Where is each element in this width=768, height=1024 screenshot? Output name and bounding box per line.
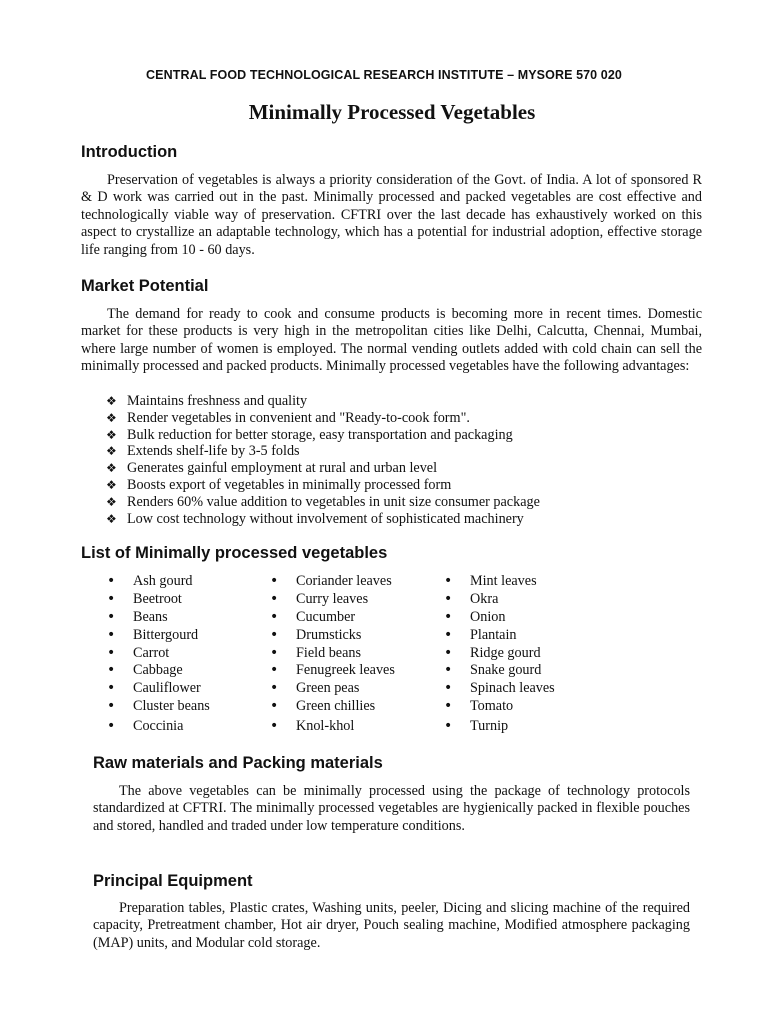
diamond-bullet-icon: ❖ [106, 494, 117, 509]
vegetable-name: Drumsticks [296, 626, 362, 643]
vegetable-name: Spinach leaves [470, 680, 555, 697]
equipment-paragraph [93, 900, 690, 952]
bullet-icon: • [444, 644, 453, 661]
advantages-list [106, 393, 706, 527]
vegetable-item [107, 627, 210, 645]
institute-header: CENTRAL FOOD TECHNOLOGICAL RESEARCH INSTITUTE – MYSORE 570 020 [146, 68, 622, 82]
bullet-icon: • [270, 644, 279, 661]
vegetable-item [107, 609, 210, 627]
bullet-icon: • [444, 662, 453, 679]
bullet-icon: • [444, 698, 453, 715]
bullet-icon: • [107, 680, 116, 697]
raw-materials-text: The above vegetables can be minimally processed using the package of technology protocols standardized at CFTRI. The minimally processed vegetables are hygienically packed in flexible pouches and stored, handled and traded under low temperature conditions. [93, 783, 690, 834]
bullet-icon: • [107, 698, 116, 715]
vegetable-item [444, 698, 555, 716]
vegetable-item [270, 609, 395, 627]
bullet-icon: • [444, 680, 453, 697]
raw-materials-paragraph [93, 783, 690, 835]
diamond-bullet-icon: ❖ [106, 427, 117, 442]
vegetable-item [444, 591, 555, 609]
advantage-item [106, 460, 706, 477]
vegetable-name: Cucumber [296, 608, 356, 625]
bullet-icon: • [444, 718, 453, 735]
introduction-paragraph [81, 172, 702, 259]
vegetable-column-1 [107, 573, 210, 736]
vegetable-item [270, 698, 395, 716]
vegetable-name: Field beans [296, 644, 362, 661]
diamond-bullet-icon: ❖ [106, 410, 117, 425]
bullet-icon: • [270, 626, 279, 643]
vegetable-name: Coriander leaves [296, 573, 392, 589]
advantage-item [106, 427, 706, 444]
vegetable-item [444, 573, 555, 591]
vegetable-name: Tomato [470, 698, 514, 715]
bullet-icon: • [444, 590, 453, 607]
market-potential-text: The demand for ready to cook and consume products is becoming more in recent times. Domestic market for these products is very high in the metropolitan cities like Delhi, Calcutta, Chennai, Mumbai, where large number of women is employed. The normal vending outlets added with cold chain can sell the minimally processed and packed products. Minimally processed vegetables have the following advantages: [81, 306, 702, 375]
advantage-text: Boosts export of vegetables in minimally processed form [127, 476, 452, 493]
vegetable-item [444, 645, 555, 663]
advantage-text: Maintains freshness and quality [127, 393, 308, 409]
bullet-icon: • [107, 718, 116, 735]
bullet-icon: • [107, 590, 116, 607]
vegetable-name: Beetroot [133, 590, 182, 607]
vegetable-name: Fenugreek leaves [296, 662, 395, 679]
diamond-bullet-icon: ❖ [106, 511, 117, 526]
market-potential-heading: Market Potential [81, 277, 209, 295]
vegetable-item [270, 645, 395, 663]
bullet-icon: • [107, 626, 116, 643]
advantage-text: Extends shelf-life by 3-5 folds [127, 443, 300, 460]
vegetable-item [270, 718, 395, 736]
bullet-icon: • [444, 573, 453, 589]
vegetable-item [270, 591, 395, 609]
market-potential-paragraph [81, 306, 702, 376]
vegetable-name: Okra [470, 590, 499, 607]
advantage-item [106, 410, 706, 427]
vegetable-name: Ridge gourd [470, 644, 541, 661]
bullet-icon: • [107, 644, 116, 661]
bullet-icon: • [270, 608, 279, 625]
vegetable-item [107, 645, 210, 663]
equipment-heading: Principal Equipment [93, 872, 253, 890]
bullet-icon: • [270, 698, 279, 715]
advantage-item [106, 477, 706, 494]
page-title: Minimally Processed Vegetables [248, 100, 536, 124]
advantage-text: Generates gainful employment at rural and urban level [127, 460, 438, 477]
diamond-bullet-icon: ❖ [106, 461, 117, 476]
vegetable-item [270, 573, 395, 591]
bullet-icon: • [444, 626, 453, 643]
advantage-item [106, 393, 706, 410]
vegetable-column-2 [270, 573, 395, 736]
advantage-text: Low cost technology without involvement of sophisticated machinery [127, 510, 524, 527]
vegetable-name: Cabbage [133, 662, 183, 679]
advantage-item [106, 494, 706, 511]
vegetable-name: Knol-khol [296, 718, 355, 735]
diamond-bullet-icon: ❖ [106, 444, 117, 459]
vegetable-column-3 [444, 573, 555, 736]
vegetable-item [270, 662, 395, 680]
bullet-icon: • [107, 608, 116, 625]
diamond-bullet-icon: ❖ [106, 394, 117, 408]
bullet-icon: • [107, 573, 116, 589]
vegetable-name: Cauliflower [133, 680, 201, 697]
vegetable-name: Green chillies [296, 698, 376, 715]
vegetable-name: Carrot [133, 644, 170, 661]
advantage-item [106, 443, 706, 460]
bullet-icon: • [270, 573, 279, 589]
vegetable-item [107, 591, 210, 609]
vegetable-name: Curry leaves [296, 590, 369, 607]
bullet-icon: • [107, 662, 116, 679]
advantage-text: Renders 60% value addition to vegetables in unit size consumer package [127, 493, 540, 510]
vegetable-name: Bittergourd [133, 626, 199, 643]
introduction-heading: Introduction [81, 143, 178, 161]
bullet-icon: • [270, 590, 279, 607]
vegetable-item [444, 680, 555, 698]
vegetable-item [107, 698, 210, 716]
bullet-icon: • [444, 608, 453, 625]
vegetable-name: Beans [133, 608, 168, 625]
advantage-text: Render vegetables in convenient and "Ready-to-cook form". [127, 409, 470, 426]
vegetable-list-heading: List of Minimally processed vegetables [81, 544, 388, 562]
introduction-text: Preservation of vegetables is always a priority consideration of the Govt. of India. A lot of sponsored R & D work was carried out in the past. Minimally processed and packed vegetables are cost effective and technologically viable way of preservation. CFTRI over the last decade has exhaustively worked on this aspect to crystallize an adaptable technology, which has a potential for industrial adoption, effective storage life ranging from 10 - 60 days. [81, 172, 702, 258]
vegetable-name: Snake gourd [470, 662, 542, 679]
advantage-text: Bulk reduction for better storage, easy transportation and packaging [127, 426, 513, 443]
diamond-bullet-icon: ❖ [106, 477, 117, 492]
vegetable-name: Plantain [470, 626, 517, 643]
vegetable-name: Mint leaves [470, 573, 537, 589]
vegetable-item [444, 662, 555, 680]
vegetable-item [270, 627, 395, 645]
vegetable-item [270, 680, 395, 698]
raw-materials-heading: Raw materials and Packing materials [93, 754, 383, 772]
vegetable-item [107, 662, 210, 680]
vegetable-item [107, 718, 210, 736]
vegetable-item [107, 680, 210, 698]
vegetable-name: Turnip [470, 718, 509, 735]
vegetable-name: Coccinia [133, 718, 184, 735]
advantage-item [106, 511, 706, 528]
bullet-icon: • [270, 680, 279, 697]
equipment-text: Preparation tables, Plastic crates, Washing units, peeler, Dicing and slicing machine of the required capacity, Pretreatment chamber, Hot air dryer, Pouch sealing machine, Modified atmosphere packaging (MAP) units, and Modular cold storage. [93, 900, 690, 951]
vegetable-name: Onion [470, 608, 506, 625]
vegetable-item [444, 627, 555, 645]
bullet-icon: • [270, 718, 279, 735]
vegetable-item [444, 718, 555, 736]
vegetable-name: Cluster beans [133, 698, 210, 715]
vegetable-name: Green peas [296, 680, 360, 697]
bullet-icon: • [270, 662, 279, 679]
vegetable-item [107, 573, 210, 591]
vegetable-item [444, 609, 555, 627]
vegetable-name: Ash gourd [133, 573, 193, 589]
